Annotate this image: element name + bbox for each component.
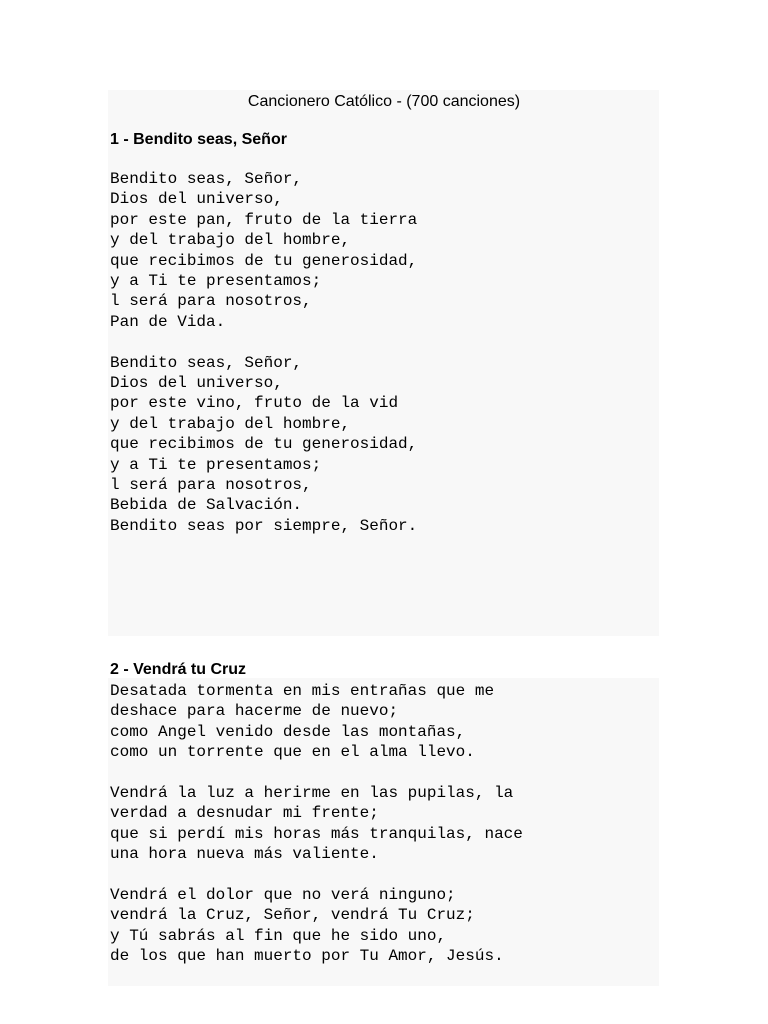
lyric-line: por este vino, fruto de la vid bbox=[110, 394, 399, 413]
lyric-line: y Tú sabrás al fin que he sido uno, bbox=[110, 926, 447, 945]
stanza bbox=[110, 885, 523, 967]
stanza bbox=[110, 169, 417, 332]
lyric-line: Dios del universo, bbox=[110, 374, 283, 393]
lyric-line: Desatada tormenta en mis entrañas que me bbox=[110, 682, 495, 700]
lyric-line: como Angel venido desde las montañas, bbox=[110, 722, 466, 741]
stanza bbox=[110, 681, 523, 763]
lyric-line: que recibimos de tu generosidad, bbox=[110, 251, 418, 270]
lyric-line: Pan de Vida. bbox=[110, 312, 226, 331]
lyric-line: como un torrente que en el alma llevo. bbox=[110, 743, 475, 762]
stanza bbox=[110, 353, 417, 537]
lyric-line: una hora nueva más valiente. bbox=[110, 845, 379, 864]
lyric-line: y a Ti te presentamos; bbox=[110, 272, 322, 291]
lyric-line: por este pan, fruto de la tierra bbox=[110, 210, 418, 229]
lyric-line: Vendrá el dolor que no verá ninguno; bbox=[110, 886, 456, 905]
lyric-line: l será para nosotros, bbox=[110, 292, 312, 311]
lyric-line: vendrá la Cruz, Señor, vendrá Tu Cruz; bbox=[110, 906, 475, 925]
lyric-line: verdad a desnudar mi frente; bbox=[110, 804, 379, 823]
lyric-line: Bendito seas por siempre, Señor. bbox=[110, 516, 418, 535]
song-lyrics bbox=[110, 169, 417, 536]
lyric-line: Bebida de Salvación. bbox=[110, 496, 303, 515]
lyric-line: Bendito seas, Señor, bbox=[110, 353, 303, 372]
lyric-line: que si perdí mis horas más tranquilas, nace bbox=[110, 824, 523, 843]
song-title: 1 - Bendito seas, Señor bbox=[110, 131, 287, 148]
lyric-line: y del trabajo del hombre, bbox=[110, 231, 351, 250]
lyric-line: de los que han muerto por Tu Amor, Jesús. bbox=[110, 947, 504, 966]
lyric-line: Bendito seas, Señor, bbox=[110, 170, 303, 188]
song-lyrics bbox=[110, 681, 523, 967]
stanza bbox=[110, 783, 523, 865]
song-title: 2 - Vendrá tu Cruz bbox=[110, 661, 247, 678]
document-title: Cancionero Católico - (700 canciones) bbox=[247, 93, 521, 110]
lyric-line: y a Ti te presentamos; bbox=[110, 455, 322, 474]
lyric-line: l será para nosotros, bbox=[110, 476, 312, 495]
lyric-line: que recibimos de tu generosidad, bbox=[110, 435, 418, 454]
lyric-line: Dios del universo, bbox=[110, 190, 283, 209]
lyric-line: y del trabajo del hombre, bbox=[110, 414, 351, 433]
lyric-line: Vendrá la luz a herirme en las pupilas, la bbox=[110, 784, 514, 803]
lyric-line: deshace para hacerme de nuevo; bbox=[110, 702, 399, 721]
